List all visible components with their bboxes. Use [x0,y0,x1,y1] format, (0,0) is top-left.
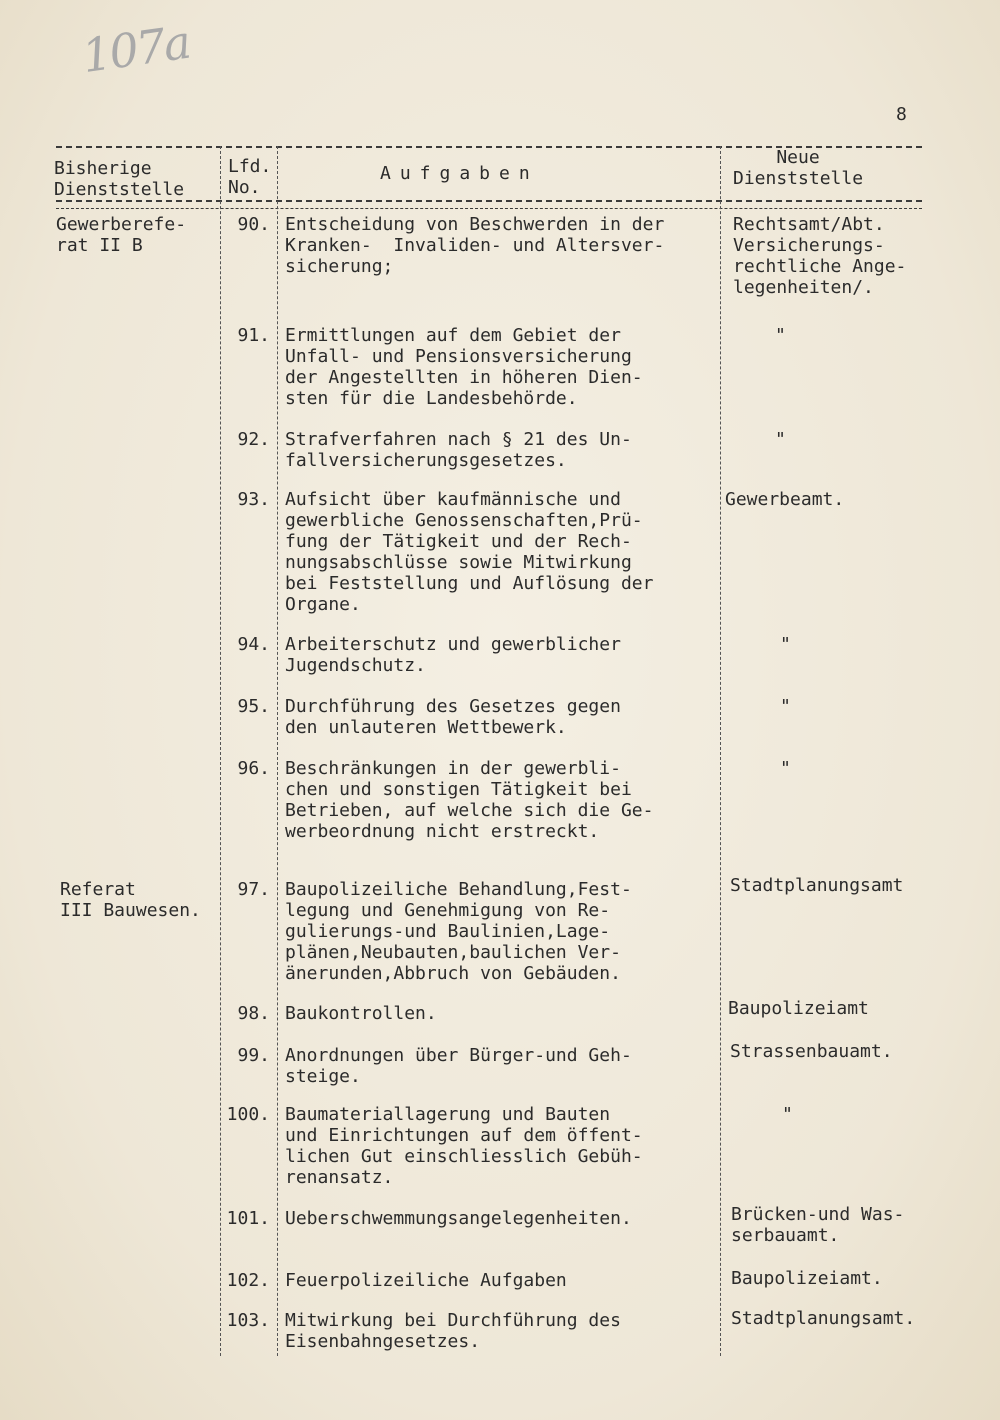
column-divider-1 [220,146,221,1356]
running-no-cell: 103. [226,1310,270,1331]
task-cell: Aufsicht über kaufmännische und gewerbliche Genossenschaften,Prü- fung der Tätigkeit und der Rech- nungsabschlüsse sowie Mitwirkung bei Feststellung und Auflösung der Organe. [285,489,654,615]
new-office-cell: " [780,696,791,717]
new-office-cell: Strassenbauamt. [730,1041,893,1062]
new-office-cell: Rechtsamt/Abt. Versicherungs- rechtliche Ange- legenheiten/. [733,214,907,298]
new-office-cell: " [782,1104,793,1125]
header-bottom-rule [56,200,922,202]
previous-office-cell: Referat III Bauwesen. [60,879,201,921]
running-no-cell: 93. [237,489,270,510]
header-bottom-rule-2 [56,208,922,209]
new-office-cell: Baupolizeiamt [728,998,869,1019]
running-no-cell: 95. [237,696,270,717]
new-office-cell: Gewerbeamt. [725,489,845,510]
new-office-cell: " [775,429,786,450]
task-cell: Mitwirkung bei Durchführung des Eisenbahngesetzes. [285,1310,621,1352]
running-no-cell: 96. [237,758,270,779]
running-no-cell: 102. [226,1270,270,1291]
task-cell: Arbeiterschutz und gewerblicher Jugendschutz. [285,634,621,676]
new-office-cell: Brücken-und Was- serbauamt. [731,1204,905,1246]
handwritten-mark: 107a [78,14,193,84]
new-office-cell: " [775,325,786,346]
header-running-no: Lfd. No. [228,156,272,198]
task-cell: Baupolizeiliche Behandlung,Fest- legung und Genehmigung von Re- gulierungs-und Baulinien,Lage- plänen,Neubauten,baulichen Ver- änerunden,Abbruch von Gebäuden. [285,879,632,984]
header-tasks: Aufgaben [380,163,539,184]
running-no-cell: 101. [226,1208,270,1229]
new-office-cell: Stadtplanungsamt. [731,1308,916,1329]
column-divider-3 [720,146,721,1356]
running-no-cell: 98. [237,1003,270,1024]
header-previous-office: Bisherige Dienststelle [54,158,185,200]
header-new-office: Neue Dienststelle [733,147,864,189]
task-cell: Entscheidung von Beschwerden in der Kranken- Invaliden- und Altersver- sicherung; [285,214,665,277]
task-cell: Anordnungen über Bürger-und Geh- steige. [285,1045,632,1087]
page-number: 8 [896,104,907,125]
running-no-cell: 91. [237,325,270,346]
column-divider-2 [277,146,278,1356]
previous-office-cell: Gewerberefe- rat II B [56,214,187,256]
new-office-cell: " [780,634,791,655]
running-no-cell: 90. [237,214,270,235]
running-no-cell: 97. [237,879,270,900]
new-office-cell: Baupolizeiamt. [731,1268,883,1289]
task-cell: Durchführung des Gesetzes gegen den unlauteren Wettbewerk. [285,696,621,738]
new-office-cell: " [780,758,791,779]
task-cell: Strafverfahren nach § 21 des Un- fallversicherungsgesetzes. [285,429,632,471]
running-no-cell: 92. [237,429,270,450]
task-cell: Feuerpolizeiliche Aufgaben [285,1270,567,1291]
task-cell: Baukontrollen. [285,1003,437,1024]
running-no-cell: 94. [237,634,270,655]
task-cell: Ueberschwemmungsangelegenheiten. [285,1208,632,1229]
task-cell: Ermittlungen auf dem Gebiet der Unfall- und Pensionsversicherung der Angestellten in höheren Dien- sten für die Landesbehörde. [285,325,643,409]
task-cell: Baumateriallagerung und Bauten und Einrichtungen auf dem öffent- lichen Gut einschliesslich Gebüh- renansatz. [285,1104,643,1188]
running-no-cell: 99. [237,1045,270,1066]
running-no-cell: 100. [226,1104,270,1125]
task-cell: Beschränkungen in der gewerbli- chen und sonstigen Tätigkeit bei Betrieben, auf welche sich die Ge- werbeordnung nicht erstreckt. [285,758,654,842]
new-office-cell: Stadtplanungsamt [730,875,904,896]
